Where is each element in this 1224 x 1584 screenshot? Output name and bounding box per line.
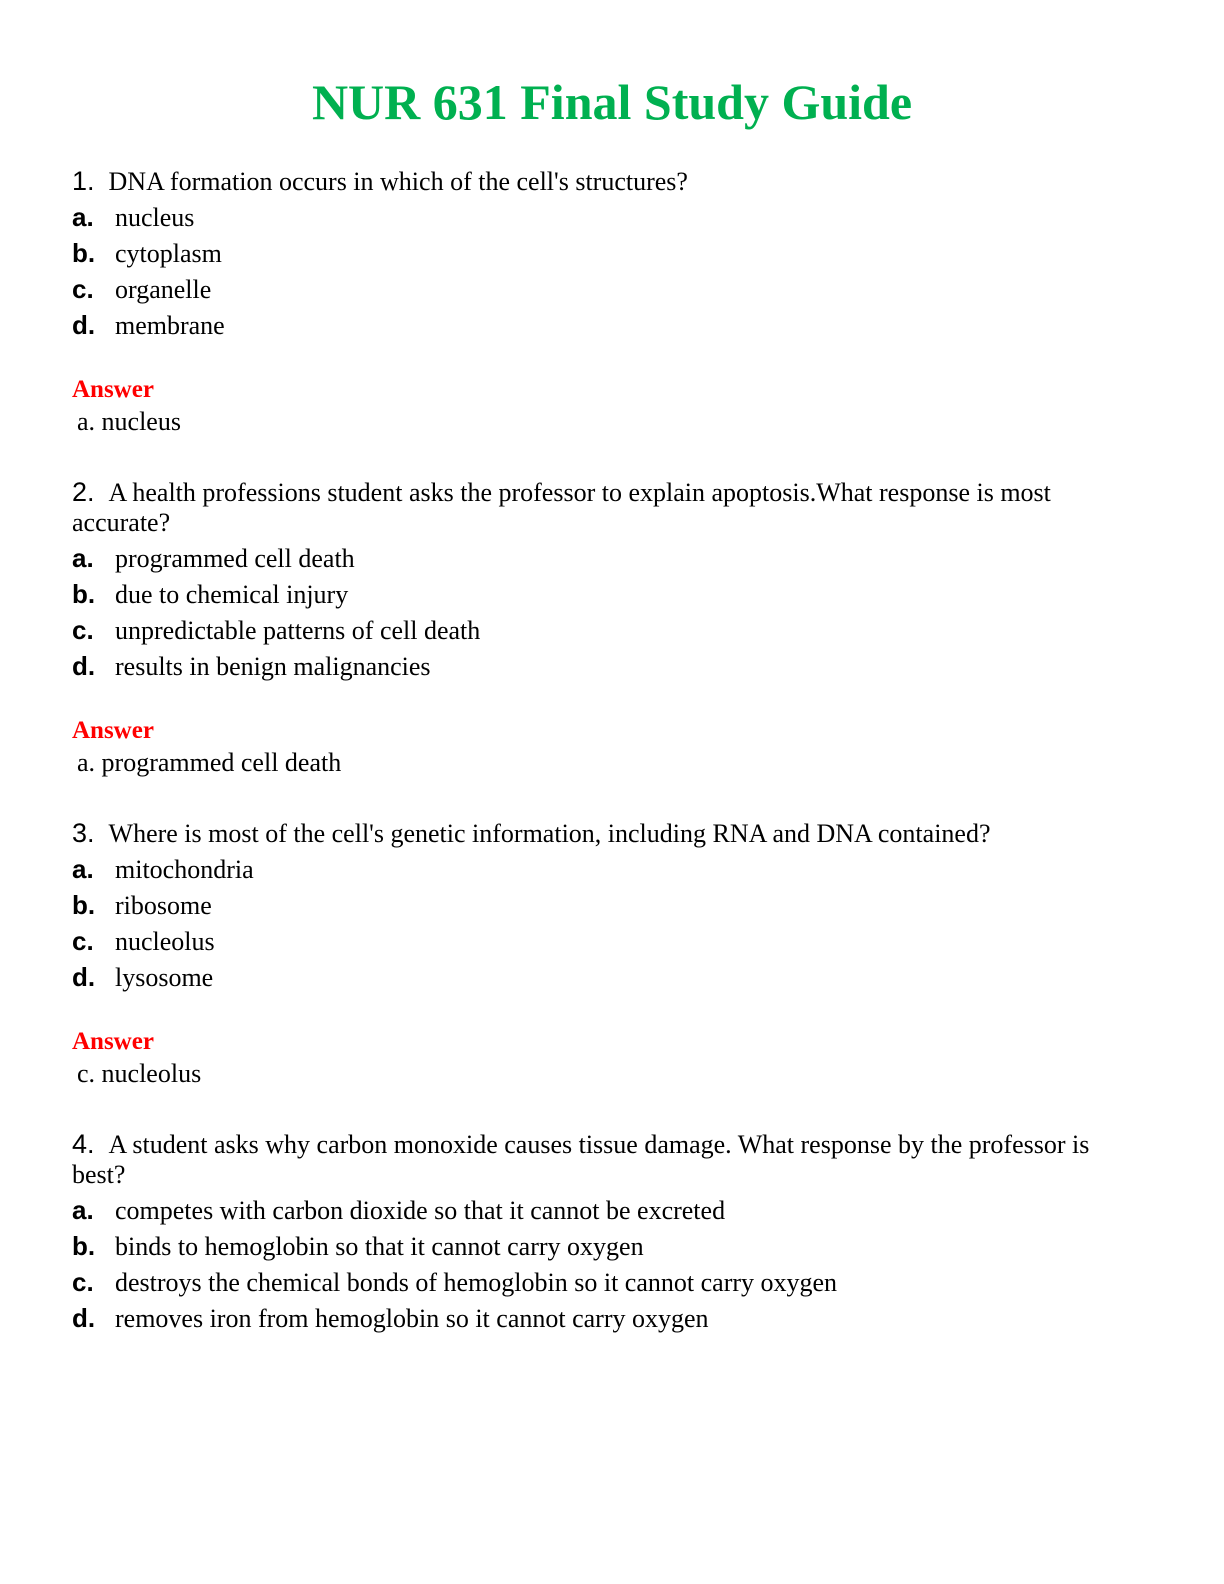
option-letter: d. [72, 310, 96, 340]
option-letter: b. [72, 238, 96, 268]
option-4-a [72, 1194, 1112, 1227]
option-text: mitochondria [115, 855, 254, 884]
option-text: nucleolus [115, 927, 215, 956]
option-4-b [72, 1230, 1112, 1263]
option-letter: c. [72, 926, 94, 956]
option-2-c [72, 614, 1112, 647]
option-letter: d. [72, 962, 96, 992]
option-3-d [72, 961, 1112, 994]
option-1-c [72, 273, 1112, 306]
option-2-d [72, 650, 1112, 683]
answer-text: a. programmed cell death [77, 748, 342, 777]
option-text: organelle [115, 275, 212, 304]
option-text: unpredictable patterns of cell death [115, 616, 481, 645]
option-letter: b. [72, 890, 96, 920]
option-letter: c. [72, 274, 94, 304]
option-text: lysosome [115, 963, 214, 992]
option-text: results in benign malignancies [115, 652, 431, 681]
option-3-c [72, 925, 1112, 958]
question-4 [72, 1129, 1112, 1190]
option-3-a [72, 853, 1112, 886]
option-1-d [72, 309, 1112, 342]
question-number: 1. [72, 166, 95, 196]
option-3-b [72, 889, 1112, 922]
option-text: programmed cell death [115, 544, 355, 573]
question-text: A health professions student asks the professor to explain apoptosis.What response is most accurate? [72, 478, 1051, 537]
option-letter: c. [72, 1267, 94, 1297]
option-1-a [72, 201, 1112, 234]
question-text: A student asks why carbon monoxide causes tissue damage. What response by the professor is best? [72, 1130, 1090, 1189]
option-letter: a. [72, 202, 94, 232]
option-4-d [72, 1302, 1112, 1335]
option-letter: a. [72, 543, 94, 573]
question-text: DNA formation occurs in which of the cell's structures? [108, 167, 688, 196]
option-letter: d. [72, 651, 96, 681]
question-number: 4. [72, 1129, 95, 1159]
option-text: cytoplasm [115, 239, 222, 268]
document-title: NUR 631 Final Study Guide [311, 74, 913, 130]
option-2-a [72, 542, 1112, 575]
option-letter: a. [72, 1195, 94, 1225]
option-letter: d. [72, 1303, 96, 1333]
option-1-b [72, 237, 1112, 270]
option-2-b [72, 578, 1112, 611]
option-letter: a. [72, 854, 94, 884]
option-text: ribosome [115, 891, 212, 920]
answer-heading: Answer [72, 717, 154, 744]
question-2 [72, 477, 1112, 538]
option-text: membrane [115, 311, 225, 340]
question-3 [72, 818, 1112, 849]
option-text: nucleus [115, 203, 195, 232]
option-text: binds to hemoglobin so that it cannot carry oxygen [115, 1232, 644, 1261]
question-number: 2. [72, 477, 95, 507]
option-letter: b. [72, 1231, 96, 1261]
question-1 [72, 166, 1112, 197]
option-text: destroys the chemical bonds of hemoglobin so it cannot carry oxygen [115, 1268, 838, 1297]
question-text: Where is most of the cell's genetic information, including RNA and DNA contained? [108, 819, 991, 848]
question-number: 3. [72, 818, 95, 848]
answer-text: a. nucleus [77, 407, 181, 436]
answer-heading: Answer [72, 1028, 154, 1055]
question-list [72, 166, 1112, 1335]
option-text: competes with carbon dioxide so that it cannot be excreted [115, 1196, 726, 1225]
option-letter: c. [72, 615, 94, 645]
answer-heading: Answer [72, 376, 154, 403]
option-4-c [72, 1266, 1112, 1299]
option-text: due to chemical injury [115, 580, 349, 609]
option-letter: b. [72, 579, 96, 609]
answer-text: c. nucleolus [77, 1059, 202, 1088]
option-text: removes iron from hemoglobin so it cannot carry oxygen [115, 1304, 709, 1333]
